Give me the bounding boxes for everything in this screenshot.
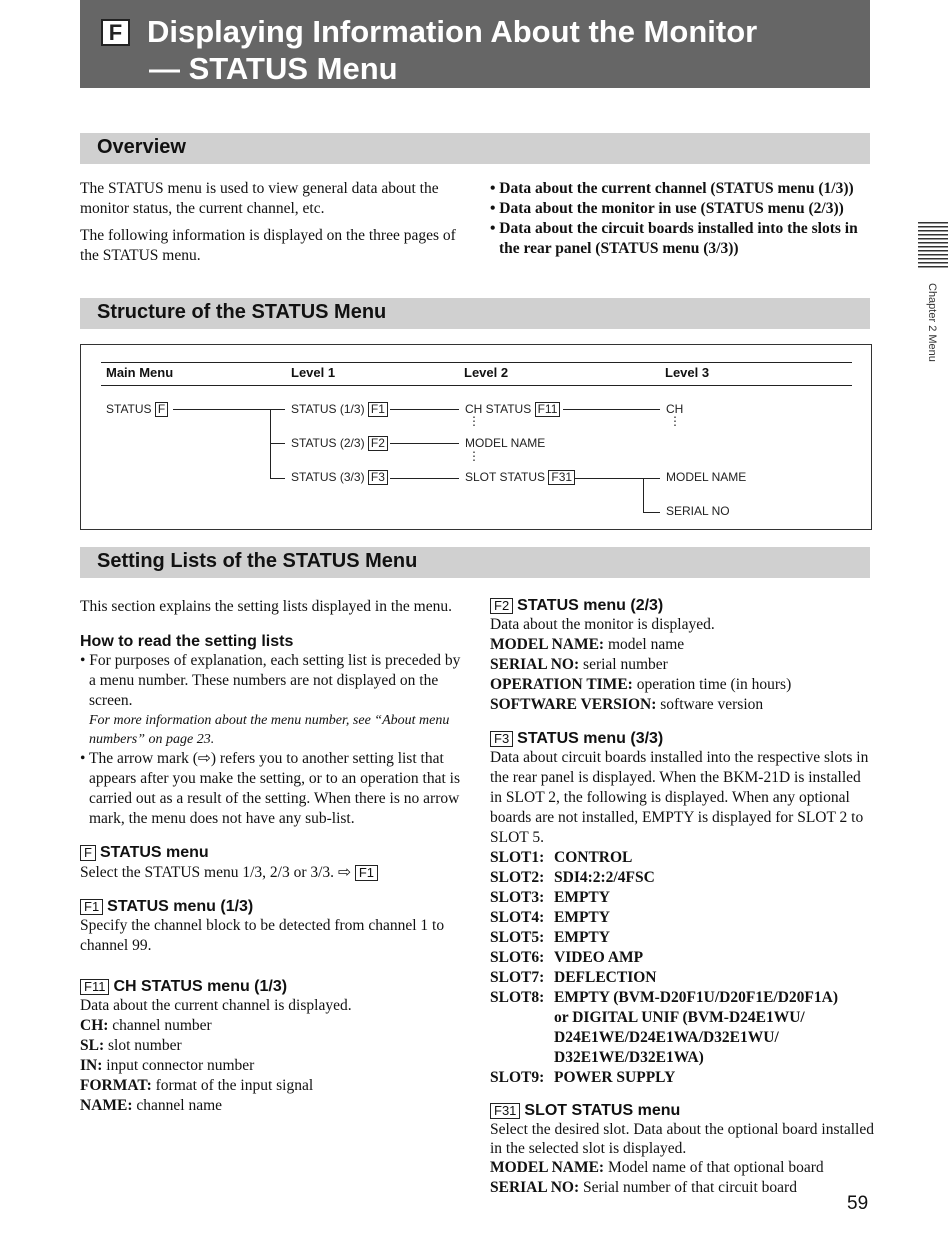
f11-title: CH STATUS menu (1/3) bbox=[113, 978, 288, 995]
settings-left-column bbox=[80, 597, 465, 1116]
connector bbox=[270, 478, 285, 479]
slot-key: SLOT4: bbox=[490, 909, 545, 926]
item-key: SOFTWARE VERSION: bbox=[490, 696, 657, 713]
connector bbox=[173, 409, 285, 410]
f2-item bbox=[490, 695, 875, 715]
item-value: Model name of that optional board bbox=[607, 1159, 824, 1176]
connector bbox=[643, 478, 644, 512]
slot-list bbox=[490, 848, 875, 1088]
node-status-3-3 bbox=[291, 470, 388, 485]
f-text bbox=[80, 862, 465, 883]
slot-key: SLOT8: bbox=[490, 989, 545, 1006]
slot-row bbox=[490, 868, 875, 888]
ellipsis-icon: ⋮ bbox=[468, 449, 480, 463]
menu-number-box: F11 bbox=[80, 979, 109, 995]
slot-value: EMPTY bbox=[554, 909, 610, 926]
menu-number-box: F1 bbox=[80, 899, 103, 915]
slot-value: D32E1WE/D32E1WA) bbox=[554, 1049, 704, 1066]
node-ch: CH bbox=[666, 402, 684, 416]
slot-value: POWER SUPPLY bbox=[554, 1069, 676, 1086]
item-value: slot number bbox=[108, 1037, 182, 1054]
slot-row bbox=[490, 928, 875, 948]
item-key: CH: bbox=[80, 1017, 109, 1034]
slot-value: CONTROL bbox=[554, 849, 633, 866]
slot-row bbox=[490, 1008, 875, 1028]
overview-para-2: The following information is displayed on the three pages of the STATUS menu. bbox=[80, 227, 456, 264]
f-heading bbox=[80, 844, 465, 862]
slot-row bbox=[490, 988, 875, 1008]
slot-value: VIDEO AMP bbox=[554, 949, 644, 966]
how-to-read-heading: How to read the setting lists bbox=[80, 633, 294, 650]
f11-item bbox=[80, 1036, 465, 1056]
f2-text: Data about the monitor is displayed. bbox=[490, 616, 715, 633]
item-key: NAME: bbox=[80, 1097, 133, 1114]
f11-item bbox=[80, 1056, 465, 1076]
how-bullet-1: • For purposes of explanation, each setting list is preceded by a menu number. These numbers are not displayed on the screen. bbox=[80, 652, 461, 709]
slot-value: EMPTY bbox=[554, 929, 610, 946]
slot-key bbox=[490, 1028, 554, 1048]
slot-row bbox=[490, 1048, 875, 1068]
f31-title: SLOT STATUS menu bbox=[524, 1102, 681, 1119]
connector bbox=[390, 478, 459, 479]
table-top-rule bbox=[101, 362, 852, 363]
page-number: 59 bbox=[847, 1193, 869, 1214]
slot-row bbox=[490, 948, 875, 968]
f2-item bbox=[490, 655, 875, 675]
f3-title: STATUS menu (3/3) bbox=[517, 730, 664, 747]
slot-key: SLOT2: bbox=[490, 869, 545, 886]
menu-number-box: F3 bbox=[490, 731, 513, 747]
f31-text: Select the desired slot. Data about the optional board installed in the selected slot is displayed. bbox=[490, 1121, 874, 1157]
f1-heading bbox=[80, 898, 465, 916]
overview-heading: Overview bbox=[97, 136, 186, 158]
settings-right-column bbox=[490, 597, 875, 1198]
node-status-1-3 bbox=[291, 402, 388, 417]
slot-row bbox=[490, 888, 875, 908]
menu-number-box: F1 bbox=[355, 865, 378, 881]
node-model-name-l3: MODEL NAME bbox=[666, 470, 747, 484]
item-key: FORMAT: bbox=[80, 1077, 152, 1094]
f31-item bbox=[490, 1178, 875, 1198]
connector bbox=[575, 478, 660, 479]
slot-value: EMPTY (BVM-D20F1U/D20F1E/D20F1A) bbox=[554, 989, 838, 1006]
structure-heading-bar bbox=[80, 298, 870, 329]
f11-item bbox=[80, 1076, 465, 1096]
overview-bullet: • Data about the circuit boards installed into the slots in the rear panel (STATUS menu (3/3)) bbox=[490, 220, 858, 257]
f2-item bbox=[490, 675, 875, 695]
ellipsis-icon: ⋮ bbox=[669, 414, 681, 428]
menu-number-box: F bbox=[80, 845, 96, 861]
node-slot-status bbox=[465, 470, 575, 485]
overview-bullet: • Data about the monitor in use (STATUS menu (2/3)) bbox=[490, 200, 844, 217]
f2-title: STATUS menu (2/3) bbox=[517, 597, 664, 614]
item-value: software version bbox=[660, 696, 764, 713]
f3-text: Data about circuit boards installed into the respective slots in the rear panel is displayed. When the BKM-21D is installed in SLOT 2, the following is displayed. When any optional boards are not installed, EMPTY is displayed for SLOT 2 to SLOT 5. bbox=[490, 749, 869, 846]
slot-key: SLOT6: bbox=[490, 949, 545, 966]
chapter-tab-marker bbox=[918, 222, 948, 270]
item-key: OPERATION TIME: bbox=[490, 676, 633, 693]
menu-number-box: F11 bbox=[535, 402, 561, 417]
connector bbox=[390, 443, 459, 444]
slot-value: SDI4:2:2/4FSC bbox=[554, 869, 655, 886]
item-value: channel number bbox=[112, 1017, 212, 1034]
item-value: input connector number bbox=[106, 1057, 255, 1074]
slot-key: SLOT7: bbox=[490, 969, 545, 986]
slot-key bbox=[490, 1048, 554, 1068]
node-model-name: MODEL NAME bbox=[465, 436, 546, 450]
connector bbox=[643, 512, 660, 513]
menu-number-box: F2 bbox=[368, 436, 388, 451]
slot-value: DEFLECTION bbox=[554, 969, 657, 986]
menu-structure-diagram bbox=[80, 344, 872, 530]
f2-item bbox=[490, 635, 875, 655]
col-level-3: Level 3 bbox=[665, 365, 710, 380]
item-key: SERIAL NO: bbox=[490, 1179, 580, 1196]
section-letter-badge: F bbox=[101, 19, 130, 46]
slot-row bbox=[490, 968, 875, 988]
col-level-2: Level 2 bbox=[464, 365, 509, 380]
slot-row bbox=[490, 848, 875, 868]
slot-value: EMPTY bbox=[554, 889, 610, 906]
table-header-rule bbox=[101, 385, 852, 386]
node-status bbox=[106, 402, 168, 417]
node-serial-no: SERIAL NO bbox=[666, 504, 730, 518]
node-status-2-3 bbox=[291, 436, 388, 451]
connector bbox=[390, 409, 459, 410]
f2-heading bbox=[490, 597, 875, 615]
settings-intro: This section explains the setting lists displayed in the menu. bbox=[80, 598, 452, 615]
menu-number-box: F3 bbox=[368, 470, 388, 485]
slot-key: SLOT5: bbox=[490, 929, 545, 946]
item-value: channel name bbox=[136, 1097, 223, 1114]
item-value: model name bbox=[607, 636, 685, 653]
item-value: operation time (in hours) bbox=[636, 676, 792, 693]
item-key: IN: bbox=[80, 1057, 103, 1074]
node-label: CH STATUS bbox=[465, 402, 532, 416]
slot-row bbox=[490, 908, 875, 928]
f-title: STATUS menu bbox=[99, 844, 209, 861]
f31-item bbox=[490, 1158, 875, 1178]
item-key: MODEL NAME: bbox=[490, 636, 605, 653]
item-key: SERIAL NO: bbox=[490, 656, 580, 673]
slot-key: SLOT3: bbox=[490, 889, 545, 906]
menu-number-box: F31 bbox=[548, 470, 575, 485]
overview-left-column bbox=[80, 179, 465, 266]
item-key: MODEL NAME: bbox=[490, 1159, 605, 1176]
connector bbox=[270, 409, 271, 479]
menu-number-box: F1 bbox=[368, 402, 388, 417]
how-bullet-2: • The arrow mark (⇨) refers you to another setting list that appears after you make the setting, or to an operation that is carried out as a result of the setting. When there is no arrow mark, the menu does not have any sub-list. bbox=[80, 750, 461, 827]
structure-heading: Structure of the STATUS Menu bbox=[97, 301, 387, 323]
item-key: SL: bbox=[80, 1037, 105, 1054]
overview-heading-bar bbox=[80, 133, 870, 164]
overview-bullet: • Data about the current channel (STATUS menu (1/3)) bbox=[490, 180, 854, 197]
how-note: For more information about the menu number, see “About menu numbers” on page 23. bbox=[89, 713, 450, 747]
f1-title: STATUS menu (1/3) bbox=[107, 898, 254, 915]
col-main-menu: Main Menu bbox=[106, 365, 174, 380]
node-label: STATUS (2/3) bbox=[291, 436, 365, 450]
f3-heading bbox=[490, 730, 875, 748]
page-title-line2: — STATUS Menu bbox=[149, 51, 398, 86]
f11-item bbox=[80, 1016, 465, 1036]
f-text-body: Select the STATUS menu 1/3, 2/3 or 3/3. bbox=[80, 864, 335, 881]
col-level-1: Level 1 bbox=[291, 365, 336, 380]
node-label: SLOT STATUS bbox=[465, 470, 546, 484]
slot-row bbox=[490, 1028, 875, 1048]
node-label: STATUS (3/3) bbox=[291, 470, 365, 484]
node-label: STATUS (1/3) bbox=[291, 402, 365, 416]
arrow-icon: ⇨ bbox=[337, 863, 351, 881]
node-status-label: STATUS bbox=[106, 402, 152, 416]
f31-heading bbox=[490, 1102, 875, 1120]
f11-heading bbox=[80, 978, 465, 996]
menu-number-box: F bbox=[155, 402, 168, 417]
chapter-label: Chapter 2 Menu bbox=[926, 283, 938, 362]
slot-key bbox=[490, 1008, 554, 1028]
slot-value: D24E1WE/D24E1WA/D32E1WU/ bbox=[554, 1029, 779, 1046]
overview-bullets bbox=[490, 179, 875, 259]
slot-row bbox=[490, 1068, 875, 1088]
f11-item bbox=[80, 1096, 465, 1116]
item-value: format of the input signal bbox=[155, 1077, 314, 1094]
overview-para-1: The STATUS menu is used to view general data about the monitor status, the current channel, etc. bbox=[80, 180, 439, 217]
slot-key: SLOT9: bbox=[490, 1069, 545, 1086]
menu-number-box: F2 bbox=[490, 598, 513, 614]
item-value: serial number bbox=[583, 656, 668, 673]
ellipsis-icon: ⋮ bbox=[468, 414, 480, 428]
slot-value: or DIGITAL UNIF (BVM-D24E1WU/ bbox=[554, 1009, 805, 1026]
connector bbox=[270, 443, 285, 444]
f1-text: Specify the channel block to be detected from channel 1 to channel 99. bbox=[80, 917, 445, 954]
page-title-line1: Displaying Information About the Monitor bbox=[147, 14, 758, 49]
setting-lists-heading: Setting Lists of the STATUS Menu bbox=[97, 550, 418, 572]
connector bbox=[563, 409, 660, 410]
item-value: Serial number of that circuit board bbox=[583, 1179, 797, 1196]
slot-key: SLOT1: bbox=[490, 849, 545, 866]
setting-lists-heading-bar bbox=[80, 547, 870, 578]
f11-text: Data about the current channel is displayed. bbox=[80, 997, 352, 1014]
menu-number-box: F31 bbox=[490, 1103, 520, 1119]
